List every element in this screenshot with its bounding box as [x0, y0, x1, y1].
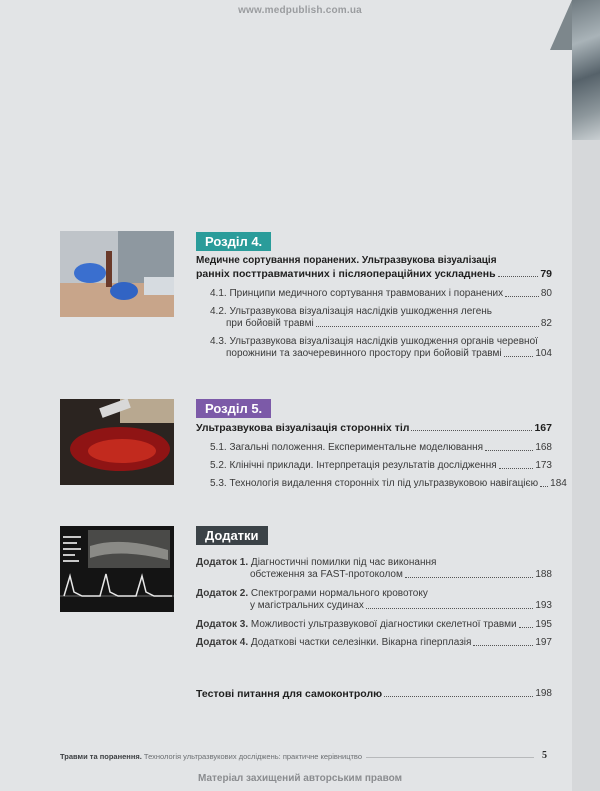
section-4-page: 79 — [540, 268, 552, 280]
appendix-text: Додаткові частки селезінки. Вікарна гіперплазія — [250, 637, 472, 648]
appendix-page: 195 — [535, 619, 552, 630]
toc-item-page: 82 — [540, 318, 552, 329]
dot-leader — [473, 645, 533, 646]
toc-item-5-3[interactable] — [210, 478, 567, 490]
toc-item-4-2-line1[interactable]: 4.2. Ультразвукова візуалізація наслідків ушкодження легень — [210, 306, 493, 317]
tests-row[interactable] — [196, 688, 552, 700]
section-4-photo — [60, 231, 174, 317]
toc-item-label: 5.3. Технологія видалення сторонніх тіл під ультразвуковою навігацією — [210, 478, 539, 489]
section-4-title-line2: ранніх посттравматичних і післяопераційних ускладнень — [196, 268, 496, 280]
appendix-label: Додаток 3. — [196, 619, 249, 630]
toc-item-4-1[interactable] — [210, 288, 552, 300]
toc-item-page: 173 — [535, 460, 552, 471]
copyright-notice: Матеріал захищений авторським правом — [198, 773, 402, 784]
right-margin-strip — [572, 140, 600, 791]
dot-leader — [384, 696, 533, 697]
section-4-title-line1[interactable]: Медичне сортування поранених. Ультразвукова візуалізація — [196, 255, 497, 266]
appendix-page: 188 — [535, 569, 552, 580]
toc-item-page: 168 — [535, 442, 552, 453]
dot-leader — [499, 468, 534, 469]
section-4-title-row[interactable] — [196, 268, 552, 280]
section-5-photo — [60, 399, 174, 485]
toc-item-5-1[interactable] — [210, 442, 552, 454]
dot-leader — [316, 326, 539, 327]
appendix-text: Спектрограми нормального кровотоку — [250, 588, 428, 599]
dot-leader — [411, 430, 532, 431]
appendix-text: Можливості ультразвукової діагностики скелетної травми — [250, 619, 517, 630]
footer-book-title: Травми та поранення. — [60, 752, 142, 761]
dot-leader — [540, 486, 548, 487]
dot-leader — [498, 276, 539, 277]
appendix-3-row[interactable] — [196, 619, 552, 631]
running-footer — [60, 752, 366, 761]
toc-item-page: 184 — [550, 478, 567, 489]
tests-title: Тестові питання для самоконтролю — [196, 688, 383, 700]
toc-item-label: 4.1. Принципи медичного сортування травмованих і поранених — [210, 288, 504, 299]
toc-item-label: при бойовій травмі — [226, 318, 314, 329]
corner-photo-strip — [572, 0, 600, 140]
appendix-2-line1[interactable] — [196, 588, 428, 600]
appendix-label: Додаток 1. — [196, 557, 249, 568]
toc-item-4-3[interactable] — [226, 348, 552, 360]
toc-item-5-2[interactable] — [210, 460, 552, 472]
appendix-page: 197 — [535, 637, 552, 648]
dot-leader — [485, 450, 533, 451]
toc-item-label: порожнини та заочеревинного простору при бойовій травмі — [226, 348, 502, 359]
toc-item-4-2[interactable] — [226, 318, 552, 330]
dot-leader — [519, 627, 534, 628]
appendix-label: Додаток 2. — [196, 588, 249, 599]
appendix-badge: Додатки — [196, 526, 268, 545]
appendix-page: 193 — [535, 600, 552, 611]
toc-item-4-3-line1[interactable]: 4.3. Ультразвукова візуалізація наслідків ушкодження органів черевної — [210, 336, 538, 347]
page-number: 5 — [542, 750, 547, 761]
toc-item-page: 104 — [535, 348, 552, 359]
dot-leader — [366, 608, 533, 609]
section-5-title: Ультразвукова візуалізація сторонніх тіл — [196, 422, 410, 434]
appendix-1-line1[interactable] — [196, 557, 436, 569]
appendix-text: обстеження за FAST-протоколом — [250, 569, 403, 580]
appendix-text: у магістральних судинах — [250, 600, 364, 611]
toc-item-label: 5.1. Загальні положення. Експериментальне моделювання — [210, 442, 484, 453]
toc-item-label: 5.2. Клінічні приклади. Інтерпретація результатів дослідження — [210, 460, 497, 471]
footer-subtitle: Технологія ультразвукових досліджень: практичне керівництво — [143, 752, 363, 761]
publisher-url[interactable]: www.medpublish.com.ua — [238, 5, 362, 16]
toc-item-page: 80 — [540, 288, 552, 299]
appendix-label: Додаток 4. — [196, 637, 249, 648]
corner-decoration — [550, 0, 572, 50]
appendix-2-row[interactable] — [250, 600, 552, 612]
dot-leader — [405, 577, 533, 578]
appendix-1-row[interactable] — [250, 569, 552, 581]
dot-leader — [504, 356, 534, 357]
appendix-text: Діагностичні помилки під час виконання — [250, 557, 437, 568]
tests-page: 198 — [535, 688, 552, 699]
dot-leader — [505, 296, 539, 297]
section-4-badge: Розділ 4. — [196, 232, 271, 251]
section-5-title-row[interactable] — [196, 422, 552, 434]
appendix-4-row[interactable] — [196, 637, 552, 649]
section-5-page: 167 — [534, 422, 552, 434]
section-5-badge: Розділ 5. — [196, 399, 271, 418]
appendix-photo — [60, 526, 174, 612]
